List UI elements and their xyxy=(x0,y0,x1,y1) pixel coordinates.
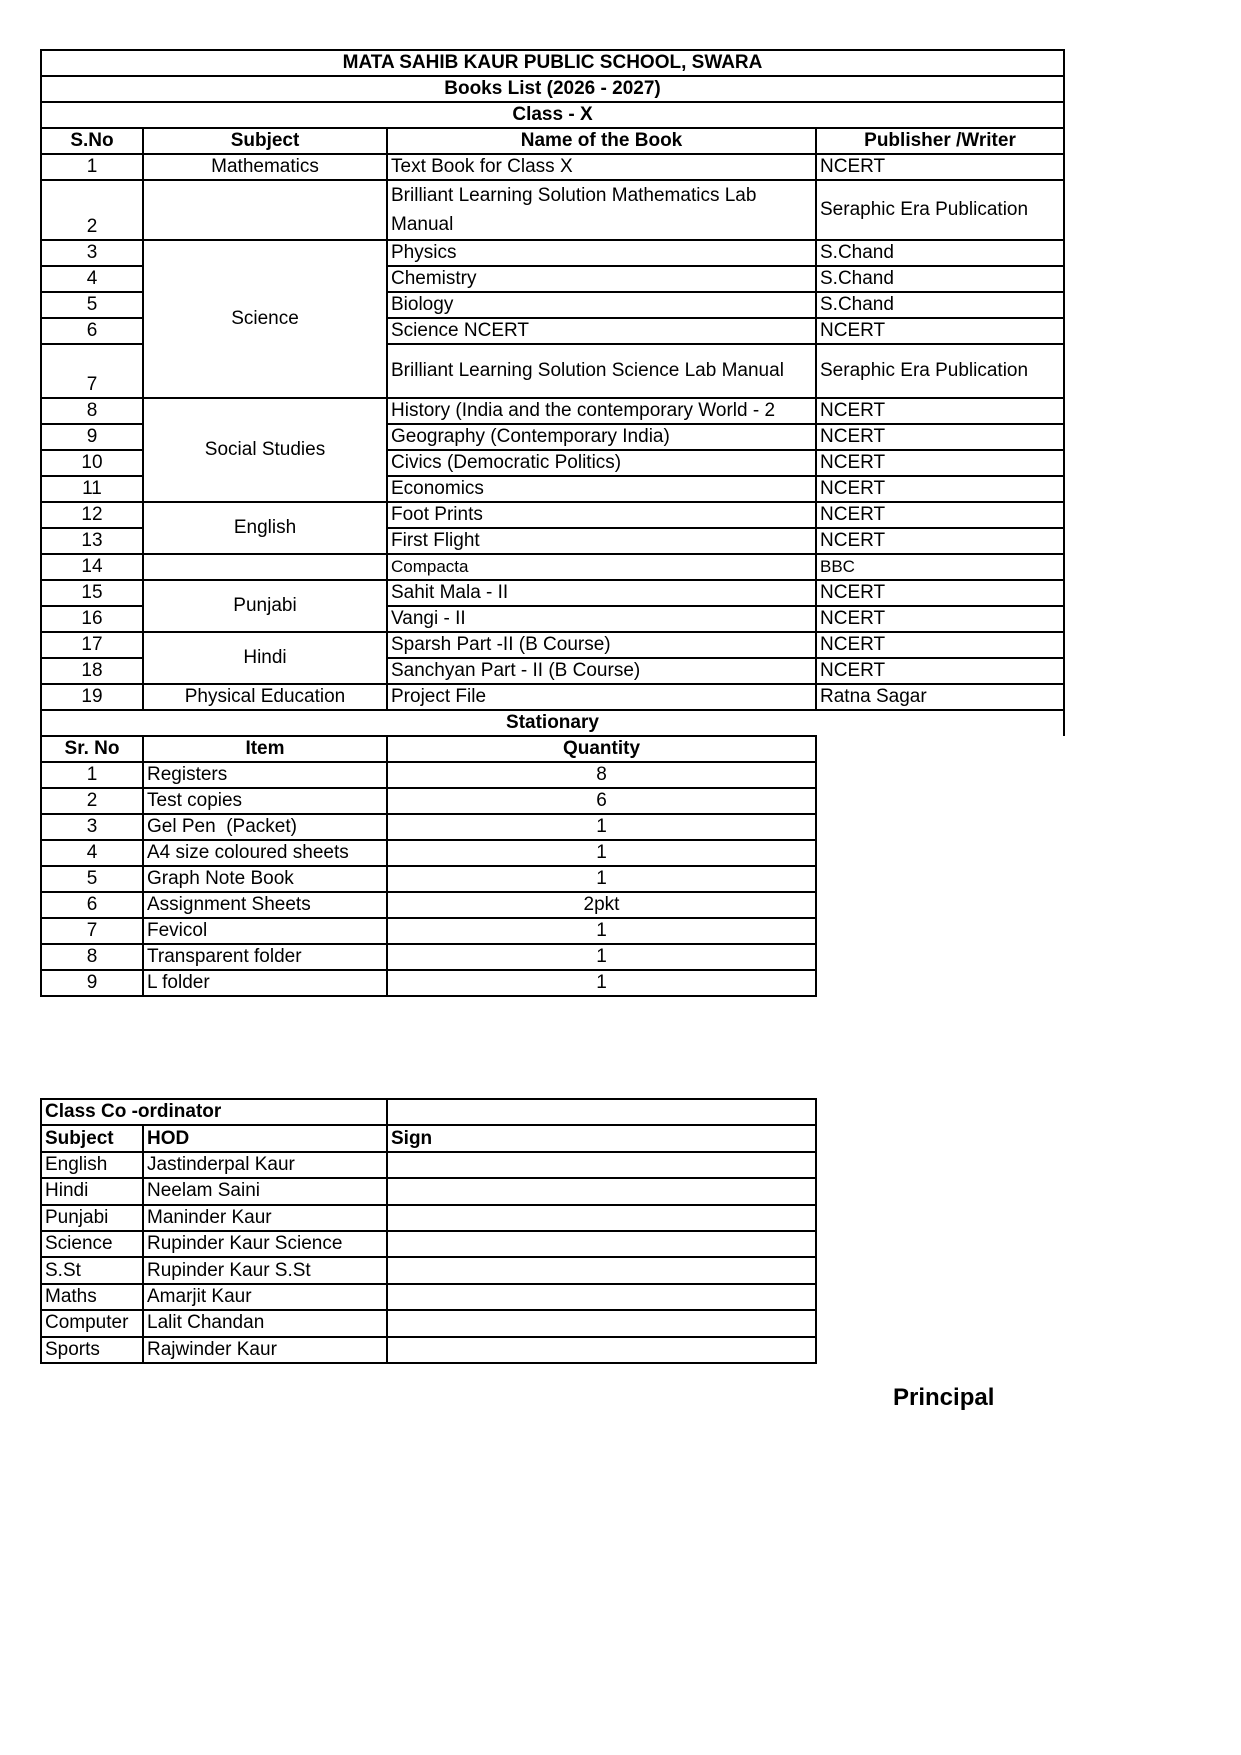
book-cell: Civics (Democratic Politics) xyxy=(387,450,816,476)
sr-no-cell: 9 xyxy=(41,970,143,996)
sno-cell: 10 xyxy=(41,450,143,476)
sno-cell: 13 xyxy=(41,528,143,554)
table-row xyxy=(41,944,1064,970)
subject-cell: Science xyxy=(41,1231,143,1257)
sno-cell: 9 xyxy=(41,424,143,450)
publisher-cell: NCERT xyxy=(816,502,1064,528)
col-header-item: Item xyxy=(143,736,387,762)
subject-cell-social-studies: Social Studies xyxy=(143,398,387,502)
item-cell: Graph Note Book xyxy=(143,866,387,892)
publisher-cell: NCERT xyxy=(816,476,1064,502)
col-header-quantity: Quantity xyxy=(387,736,816,762)
table-row xyxy=(41,788,1064,814)
hod-cell: Rajwinder Kaur xyxy=(143,1337,387,1363)
blank-cell xyxy=(816,892,1064,918)
book-cell: Chemistry xyxy=(387,266,816,292)
hod-cell: Neelam Saini xyxy=(143,1178,387,1204)
table-row xyxy=(41,180,1064,240)
blank-cell xyxy=(816,970,1064,996)
blank-cell xyxy=(816,944,1064,970)
col-header-publisher: Publisher /Writer xyxy=(816,128,1064,154)
sno-cell: 6 xyxy=(41,318,143,344)
book-cell: Project File xyxy=(387,684,816,710)
item-cell: Fevicol xyxy=(143,918,387,944)
subject-cell: Maths xyxy=(41,1284,143,1310)
hod-cell: Jastinderpal Kaur xyxy=(143,1152,387,1178)
quantity-cell: 1 xyxy=(387,944,816,970)
sno-cell: 2 xyxy=(41,180,143,240)
table-row xyxy=(41,398,1064,424)
principal-signature-label: Principal xyxy=(893,1384,995,1411)
book-cell: Brilliant Learning Solution Mathematics Lab Manual xyxy=(387,180,816,240)
item-cell: Test copies xyxy=(143,788,387,814)
table-row xyxy=(41,240,1064,266)
sign-cell xyxy=(387,1257,816,1283)
book-cell: First Flight xyxy=(387,528,816,554)
sno-cell: 5 xyxy=(41,292,143,318)
publisher-cell: S.Chand xyxy=(816,292,1064,318)
blank-cell xyxy=(387,1099,816,1125)
sr-no-cell: 1 xyxy=(41,762,143,788)
table-row xyxy=(41,1337,816,1363)
blank-cell xyxy=(816,788,1064,814)
publisher-cell: NCERT xyxy=(816,318,1064,344)
table-row xyxy=(41,1231,816,1257)
item-cell: Transparent folder xyxy=(143,944,387,970)
table-row xyxy=(41,554,1064,580)
item-cell: A4 size coloured sheets xyxy=(143,840,387,866)
sign-cell xyxy=(387,1337,816,1363)
publisher-cell: NCERT xyxy=(816,658,1064,684)
publisher-cell: NCERT xyxy=(816,606,1064,632)
blank-cell xyxy=(816,866,1064,892)
sno-cell: 12 xyxy=(41,502,143,528)
publisher-cell: NCERT xyxy=(816,632,1064,658)
sno-cell: 19 xyxy=(41,684,143,710)
publisher-cell: BBC xyxy=(816,554,1064,580)
sno-cell: 16 xyxy=(41,606,143,632)
hod-cell: Rupinder Kaur S.St xyxy=(143,1257,387,1283)
hod-cell: Amarjit Kaur xyxy=(143,1284,387,1310)
blank-cell xyxy=(816,762,1064,788)
sno-cell: 7 xyxy=(41,344,143,398)
publisher-cell: NCERT xyxy=(816,528,1064,554)
books-header-row xyxy=(41,128,1064,154)
table-row xyxy=(41,1205,816,1231)
item-cell: Registers xyxy=(143,762,387,788)
book-cell: Physics xyxy=(387,240,816,266)
subject-cell: Punjabi xyxy=(41,1205,143,1231)
sign-cell xyxy=(387,1284,816,1310)
publisher-cell: S.Chand xyxy=(816,240,1064,266)
coordinator-title-row xyxy=(41,1099,816,1125)
publisher-cell: S.Chand xyxy=(816,266,1064,292)
table-row xyxy=(41,892,1064,918)
table-row xyxy=(41,814,1064,840)
table-row xyxy=(41,762,1064,788)
sr-no-cell: 8 xyxy=(41,944,143,970)
table-row xyxy=(41,580,1064,606)
col-header-sno: S.No xyxy=(41,128,143,154)
book-cell: Compacta xyxy=(387,554,816,580)
book-cell: Science NCERT xyxy=(387,318,816,344)
hod-cell: Rupinder Kaur Science xyxy=(143,1231,387,1257)
book-cell: Sanchyan Part - II (B Course) xyxy=(387,658,816,684)
book-cell: Economics xyxy=(387,476,816,502)
sno-cell: 11 xyxy=(41,476,143,502)
publisher-cell: NCERT xyxy=(816,580,1064,606)
sign-cell xyxy=(387,1231,816,1257)
subject-cell: Hindi xyxy=(41,1178,143,1204)
publisher-cell: NCERT xyxy=(816,450,1064,476)
quantity-cell: 1 xyxy=(387,970,816,996)
sr-no-cell: 6 xyxy=(41,892,143,918)
sno-cell: 18 xyxy=(41,658,143,684)
table-row xyxy=(41,866,1064,892)
hod-cell: Maninder Kaur xyxy=(143,1205,387,1231)
sr-no-cell: 5 xyxy=(41,866,143,892)
book-cell: Brilliant Learning Solution Science Lab Manual xyxy=(387,344,816,398)
sign-cell xyxy=(387,1310,816,1336)
col-header-sr-no: Sr. No xyxy=(41,736,143,762)
table-row xyxy=(41,502,1064,528)
col-header-hod: HOD xyxy=(143,1125,387,1151)
subject-cell: English xyxy=(41,1152,143,1178)
col-header-sign: Sign xyxy=(387,1125,816,1151)
quantity-cell: 2pkt xyxy=(387,892,816,918)
sr-no-cell: 7 xyxy=(41,918,143,944)
sign-cell xyxy=(387,1178,816,1204)
col-header-subject: Subject xyxy=(143,128,387,154)
subject-cell: Computer xyxy=(41,1310,143,1336)
subject-cell-english: English xyxy=(143,502,387,554)
book-cell: Text Book for Class X xyxy=(387,154,816,180)
table-row xyxy=(41,632,1064,658)
table-row xyxy=(41,154,1064,180)
publisher-cell: NCERT xyxy=(816,154,1064,180)
subject-cell: Sports xyxy=(41,1337,143,1363)
coordinator-table xyxy=(40,1098,817,1364)
sno-cell: 8 xyxy=(41,398,143,424)
quantity-cell: 8 xyxy=(387,762,816,788)
subject-cell-science: Science xyxy=(143,240,387,398)
table-row xyxy=(41,1284,816,1310)
subject-cell: Mathematics xyxy=(143,154,387,180)
class-label: Class - X xyxy=(41,102,1064,128)
coordinator-title: Class Co -ordinator xyxy=(41,1099,387,1125)
publisher-cell: NCERT xyxy=(816,398,1064,424)
subject-cell: S.St xyxy=(41,1257,143,1283)
sno-cell: 1 xyxy=(41,154,143,180)
publisher-cell: NCERT xyxy=(816,424,1064,450)
table-row xyxy=(41,1178,816,1204)
quantity-cell: 1 xyxy=(387,840,816,866)
sr-no-cell: 2 xyxy=(41,788,143,814)
book-cell: Sahit Mala - II xyxy=(387,580,816,606)
quantity-cell: 1 xyxy=(387,866,816,892)
list-title-row xyxy=(41,76,1064,102)
table-row xyxy=(41,918,1064,944)
coordinator-header-row xyxy=(41,1125,816,1151)
class-label-row xyxy=(41,102,1064,128)
table-row xyxy=(41,684,1064,710)
blank-cell xyxy=(816,736,1064,762)
item-cell: Gel Pen (Packet) xyxy=(143,814,387,840)
books-sheet xyxy=(40,49,1065,997)
col-header-book: Name of the Book xyxy=(387,128,816,154)
sno-cell: 15 xyxy=(41,580,143,606)
sr-no-cell: 3 xyxy=(41,814,143,840)
sno-cell: 4 xyxy=(41,266,143,292)
book-cell: Foot Prints xyxy=(387,502,816,528)
sr-no-cell: 4 xyxy=(41,840,143,866)
book-cell: History (India and the contemporary World - 2 xyxy=(387,398,816,424)
subject-cell xyxy=(143,554,387,580)
quantity-cell: 1 xyxy=(387,918,816,944)
hod-cell: Lalit Chandan xyxy=(143,1310,387,1336)
sign-cell xyxy=(387,1152,816,1178)
quantity-cell: 6 xyxy=(387,788,816,814)
publisher-cell: Seraphic Era Publication xyxy=(816,180,1064,240)
book-cell: Geography (Contemporary India) xyxy=(387,424,816,450)
subject-cell-hindi: Hindi xyxy=(143,632,387,684)
table-row xyxy=(41,1152,816,1178)
item-cell: L folder xyxy=(143,970,387,996)
publisher-cell: Ratna Sagar xyxy=(816,684,1064,710)
table-row xyxy=(41,1257,816,1283)
publisher-cell: Seraphic Era Publication xyxy=(816,344,1064,398)
blank-cell xyxy=(816,814,1064,840)
sno-cell: 3 xyxy=(41,240,143,266)
col-header-subject: Subject xyxy=(41,1125,143,1151)
subject-cell-punjabi: Punjabi xyxy=(143,580,387,632)
subject-cell xyxy=(143,180,387,240)
school-name-row xyxy=(41,50,1064,76)
blank-cell xyxy=(816,840,1064,866)
sno-cell: 14 xyxy=(41,554,143,580)
subject-cell: Physical Education xyxy=(143,684,387,710)
sno-cell: 17 xyxy=(41,632,143,658)
table-row xyxy=(41,1310,816,1336)
list-title: Books List (2026 - 2027) xyxy=(41,76,1064,102)
book-cell: Biology xyxy=(387,292,816,318)
quantity-cell: 1 xyxy=(387,814,816,840)
book-cell: Sparsh Part -II (B Course) xyxy=(387,632,816,658)
table-row xyxy=(41,840,1064,866)
sign-cell xyxy=(387,1205,816,1231)
book-cell: Vangi - II xyxy=(387,606,816,632)
stationary-header-row xyxy=(41,736,1064,762)
blank-cell xyxy=(816,918,1064,944)
stationary-title-row xyxy=(41,710,1064,736)
school-name: MATA SAHIB KAUR PUBLIC SCHOOL, SWARA xyxy=(41,50,1064,76)
item-cell: Assignment Sheets xyxy=(143,892,387,918)
stationary-title: Stationary xyxy=(41,710,1064,736)
books-table xyxy=(40,49,1065,997)
table-row xyxy=(41,970,1064,996)
